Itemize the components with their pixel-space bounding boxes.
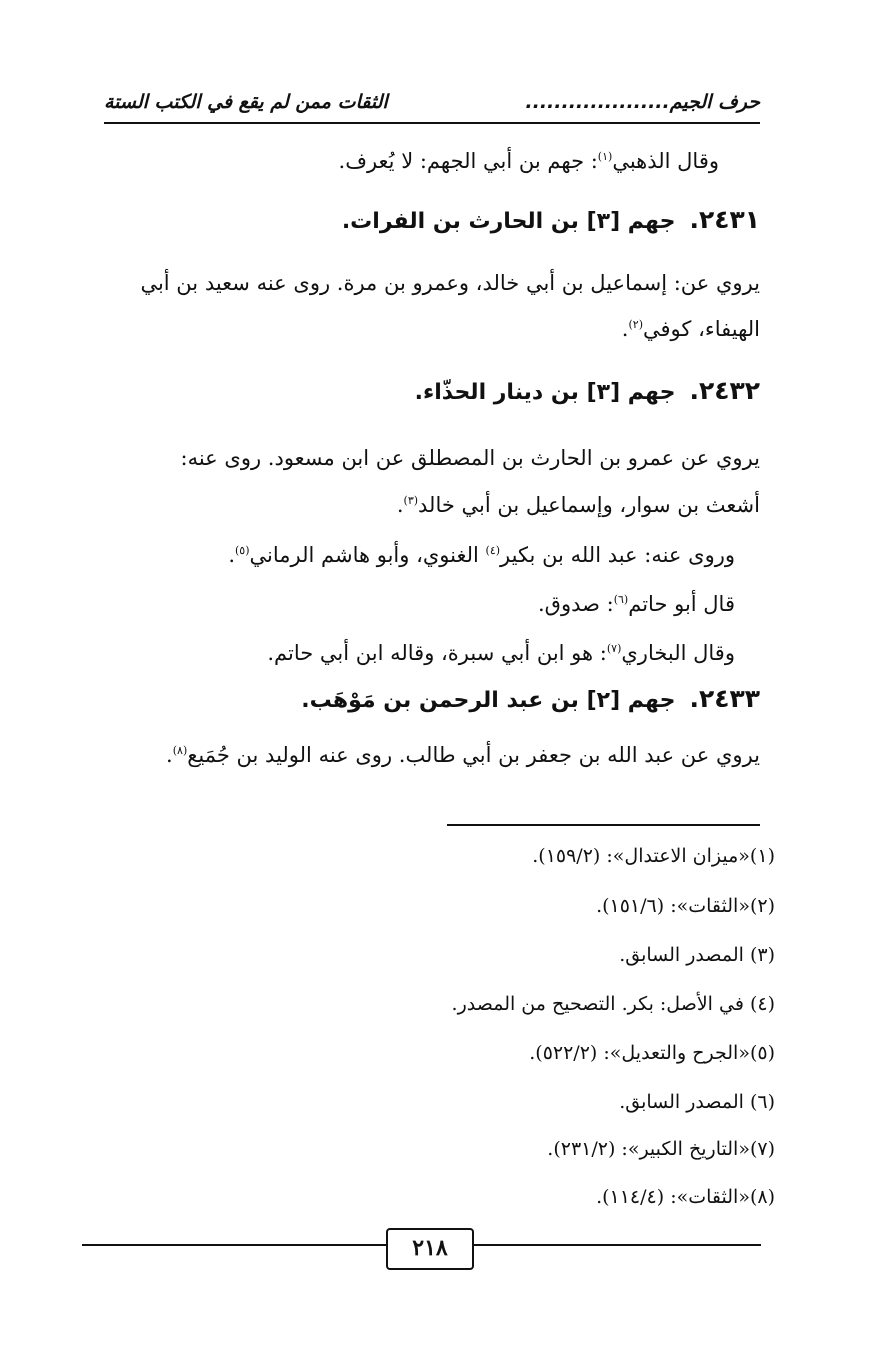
text-line [267, 638, 735, 668]
text-span: . [396, 493, 404, 517]
footnote-ref: (٢) [628, 318, 643, 331]
text-span: قال أبو حاتم [628, 592, 735, 616]
text-line [166, 740, 760, 770]
text-span: يروي عن عبد الله بن جعفر بن أبي طالب. روى عنه الوليد بن جُمَيع [187, 743, 760, 767]
text-line [622, 314, 760, 344]
entry-name: جهم [٣] بن دينار الحذّاء. [414, 380, 676, 405]
text-span: الغنوي، وأبو هاشم الرماني [249, 543, 486, 567]
text-span: : جهم بن أبي الجهم: لا يُعرف. [338, 149, 598, 173]
entry-number: ٢٤٣١. [689, 205, 760, 234]
text-line [228, 540, 735, 570]
running-header [104, 82, 760, 124]
text-span: أشعث بن سوار، وإسماعيل بن أبي خالد [418, 493, 760, 517]
footnote-ref: (٣) [403, 494, 419, 507]
entry-number: ٢٤٣٣. [689, 684, 760, 713]
bottom-rule-right [472, 1244, 761, 1246]
entry-heading-2432 [415, 376, 760, 405]
text-line [397, 490, 760, 520]
text-line [538, 589, 735, 619]
footnote-divider [447, 824, 760, 826]
header-right [525, 82, 760, 122]
text-span: يروي عن: إسماعيل بن أبي خالد، وعمرو بن مرة. روى عنه سعيد بن أبي [140, 271, 760, 295]
entry-name: جهم [٢] بن عبد الرحمن بن مَوْهَب. [301, 688, 676, 713]
footnote: (٣) المصدر السابق. [619, 944, 775, 966]
text-span: . [228, 543, 235, 567]
entry-name: جهم [٣] بن الحارث بن الفرات. [341, 209, 676, 234]
footnote: (٢)«الثقات»: (١٥١/٦). [596, 895, 775, 917]
footnote-ref: (٦) [613, 593, 629, 606]
text-span: الهيفاء، كوفي [643, 317, 760, 341]
text-span: : هو ابن أبي سبرة، وقاله ابن أبي حاتم. [267, 641, 607, 665]
text-span: : صدوق. [537, 592, 614, 616]
footnote: (٨)«الثقات»: (١١٤/٤). [596, 1186, 775, 1208]
footnote-ref: (١) [597, 150, 613, 163]
entry-heading-2433 [301, 684, 760, 713]
footnote: (٥)«الجرح والتعديل»: (٥٢٢/٢). [529, 1042, 775, 1064]
bottom-rule-left [82, 1244, 388, 1246]
text-span: وقال البخاري [621, 641, 735, 665]
header-dots: .................... [525, 91, 670, 113]
footnote-ref: (٧) [606, 642, 622, 655]
footnote-ref: (٥) [235, 544, 250, 557]
entry-number: ٢٤٣٢. [689, 376, 760, 405]
text-span: وقال الذهبي [612, 149, 719, 173]
text-span: وروى عنه: عبد الله بن بكير [500, 543, 735, 567]
footnote-ref: (٤) [485, 544, 501, 557]
header-chapter: حرف الجيم [669, 91, 760, 113]
text-span: يروي عن عمرو بن الحارث بن المصطلق عن ابن مسعود. روى عنه: [180, 446, 760, 470]
footnote: (٦) المصدر السابق. [619, 1091, 775, 1113]
entry-heading-2431 [342, 205, 760, 234]
footnote: (١)«ميزان الاعتدال»: (١٥٩/٢). [532, 845, 775, 867]
text-line [339, 146, 719, 176]
text-line [140, 268, 760, 298]
header-book-title: الثقات ممن لم يقع في الكتب الستة [104, 91, 388, 113]
footnote: (٧)«التاريخ الكبير»: (٢٣١/٢). [547, 1138, 775, 1160]
footnote-ref: (٨) [172, 744, 188, 757]
text-span: . [166, 743, 173, 767]
page-number: ٢١٨ [386, 1228, 474, 1270]
footnote: (٤) في الأصل: بكر. التصحيح من المصدر. [451, 993, 775, 1015]
text-span: . [621, 317, 629, 341]
text-line [181, 443, 760, 473]
